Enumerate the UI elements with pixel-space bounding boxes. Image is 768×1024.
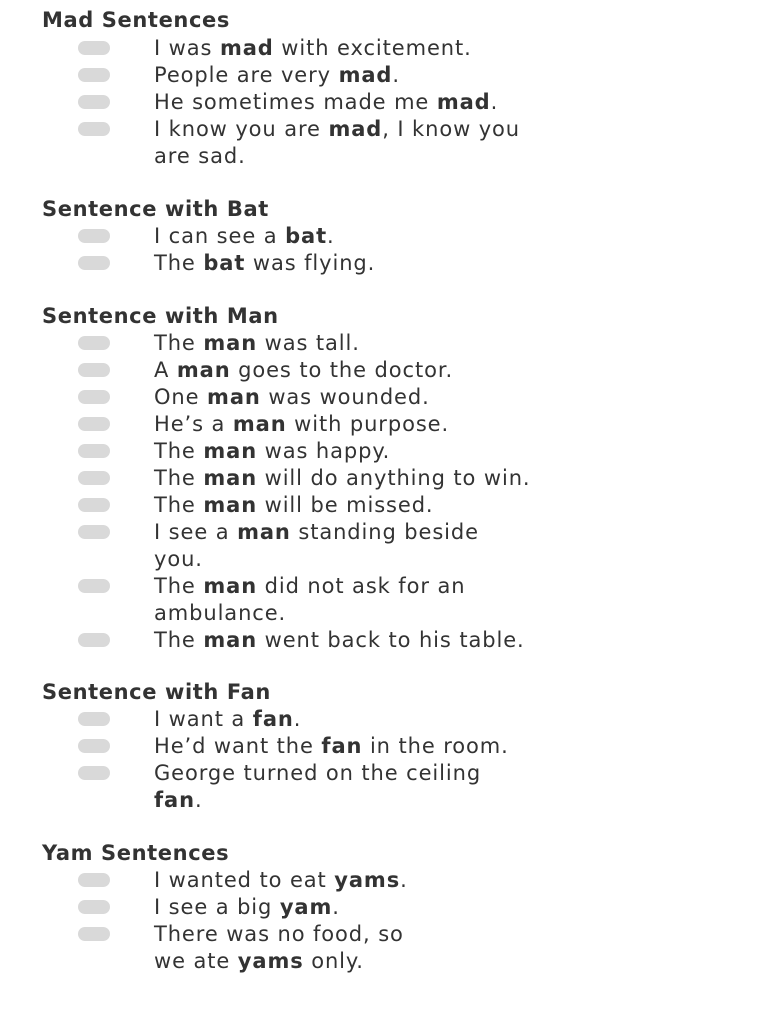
bullet-icon	[78, 739, 110, 753]
sentence-text: The bat was flying.	[154, 251, 376, 275]
bullet-icon	[78, 95, 110, 109]
sentence-text: George turned on the ceiling fan.	[154, 761, 482, 812]
bullet-icon	[78, 712, 110, 726]
sentence-text: The man was tall.	[154, 331, 360, 355]
sentence-text: I was mad with excitement.	[154, 36, 472, 60]
bullet-icon	[78, 766, 110, 780]
sentence-text: He’s a man with purpose.	[154, 412, 450, 436]
sentence-text: A man goes to the doctor.	[154, 358, 454, 382]
bullet-icon	[78, 256, 110, 270]
section-title-man: Sentence with Man	[42, 304, 279, 328]
bullet-icon	[78, 498, 110, 512]
sentence-text: I see a big yam.	[154, 895, 340, 919]
bullet-icon	[78, 873, 110, 887]
bullet-icon	[78, 579, 110, 593]
sentence-text: I want a fan.	[154, 707, 302, 731]
bullet-icon	[78, 900, 110, 914]
bullet-icon	[78, 363, 110, 377]
bullet-icon	[78, 525, 110, 539]
bullet-icon	[78, 633, 110, 647]
sentence-text: I know you are mad, I know you are sad.	[154, 117, 521, 168]
bullet-icon	[78, 41, 110, 55]
sentence-text: He’d want the fan in the room.	[154, 734, 509, 758]
sentence-text: The man went back to his table.	[154, 628, 525, 652]
bullet-icon	[78, 417, 110, 431]
sentence-text: The man was happy.	[154, 439, 391, 463]
section-title-mad: Mad Sentences	[42, 8, 230, 32]
sentence-text: People are very mad.	[154, 63, 400, 87]
bullet-icon	[78, 471, 110, 485]
bullet-icon	[78, 390, 110, 404]
bullet-icon	[78, 927, 110, 941]
bullet-icon	[78, 229, 110, 243]
bullet-icon	[78, 68, 110, 82]
sentence-text: The man will be missed.	[154, 493, 434, 517]
bullet-icon	[78, 336, 110, 350]
section-title-fan: Sentence with Fan	[42, 680, 271, 704]
sentence-text: I see a man standing beside you.	[154, 520, 479, 571]
sentence-text: I wanted to eat yams.	[154, 868, 408, 892]
sentence-text: The man will do anything to win.	[154, 466, 531, 490]
sentence-text: One man was wounded.	[154, 385, 430, 409]
sentence-text: The man did not ask for an ambulance.	[154, 574, 466, 625]
sentence-text: I can see a bat.	[154, 224, 335, 248]
bullet-icon	[78, 122, 110, 136]
section-title-yam: Yam Sentences	[42, 841, 230, 865]
sentence-text: He sometimes made me mad.	[154, 90, 499, 114]
sentence-text: There was no food, so we ate yams only.	[154, 922, 404, 973]
bullet-icon	[78, 444, 110, 458]
section-title-bat: Sentence with Bat	[42, 197, 269, 221]
